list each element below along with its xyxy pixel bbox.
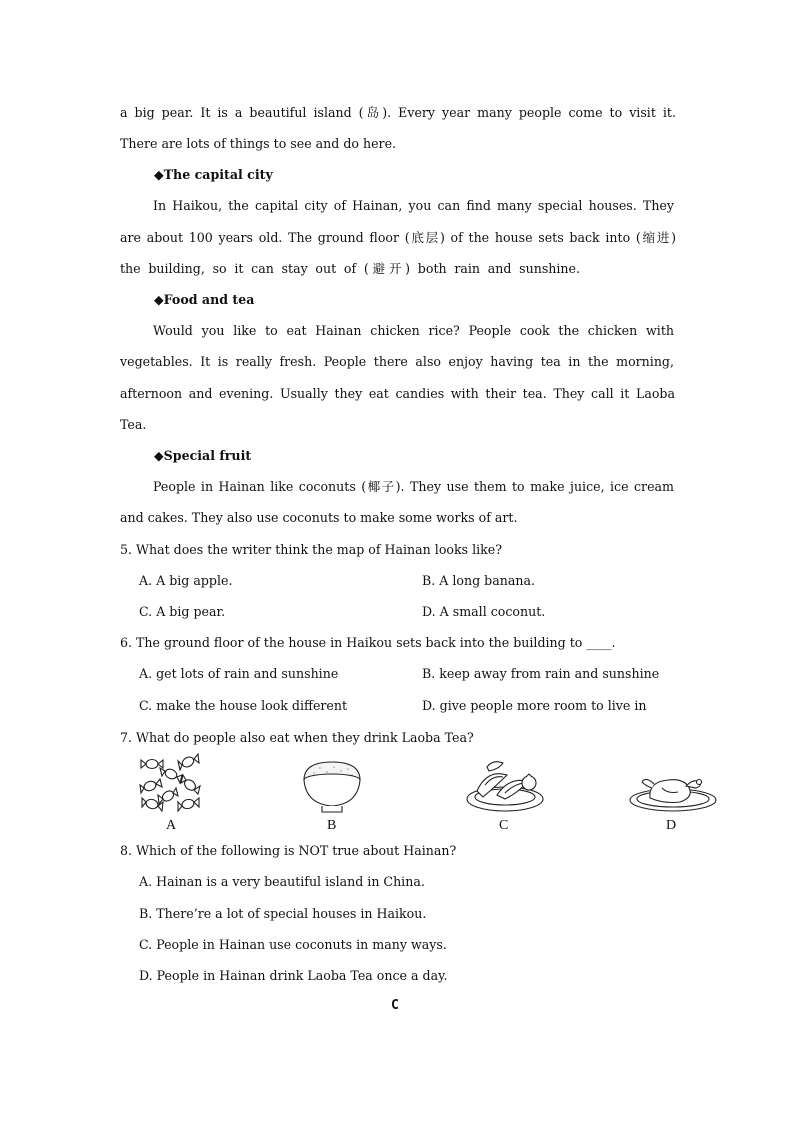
- question-6-option-b: B. keep away from rain and sunshine: [422, 666, 660, 681]
- passage-line: People in Hainan like coconuts (椰子). They use them to make juice, ice cream: [153, 479, 674, 494]
- section-label: C: [391, 998, 399, 1013]
- question-8-option-a: A. Hainan is a very beautiful island in China.: [139, 874, 425, 889]
- vegetable-plate-icon: [463, 755, 547, 815]
- question-8-option-c: C. People in Hainan use coconuts in many ways.: [139, 937, 447, 952]
- question-6-option-a: A. get lots of rain and sunshine: [139, 666, 339, 681]
- section-heading-fruit: ◆Special fruit: [154, 448, 252, 463]
- passage-line: are about 100 years old. The ground floor (底层) of the house sets back into (缩进): [120, 230, 676, 245]
- section-heading-capital: ◆The capital city: [154, 167, 273, 182]
- section-heading-food: ◆Food and tea: [154, 292, 255, 307]
- picture-label-d: D: [666, 818, 677, 833]
- passage-line: afternoon and evening. Usually they eat candies with their tea. They call it Laoba: [120, 386, 675, 401]
- question-8-option-b: B. There’re a lot of special houses in Haikou.: [139, 906, 427, 921]
- question-6-text: 6. The ground floor of the house in Haikou sets back into the building to ____.: [120, 635, 616, 650]
- passage-line: a big pear. It is a beautiful island (岛). Every year many people come to visit it.: [120, 105, 676, 120]
- passage-line: Would you like to eat Hainan chicken rice? People cook the chicken with: [153, 323, 674, 338]
- rice-bowl-icon: [300, 758, 364, 816]
- candies-icon: [138, 752, 206, 814]
- passage-line: Tea.: [120, 417, 147, 432]
- question-5-text: 5. What does the writer think the map of Hainan looks like?: [120, 542, 502, 557]
- question-6-option-c: C. make the house look different: [139, 698, 348, 713]
- picture-label-b: B: [327, 818, 337, 833]
- question-5-option-d: D. A small coconut.: [422, 604, 546, 619]
- question-7-text: 7. What do people also eat when they drink Laoba Tea?: [120, 730, 474, 745]
- question-5-option-c: C. A big pear.: [139, 604, 226, 619]
- roast-chicken-icon: [628, 770, 718, 814]
- passage-line: and cakes. They also use coconuts to make some works of art.: [120, 510, 518, 525]
- picture-label-a: A: [166, 818, 177, 833]
- question-6-option-d: D. give people more room to live in: [422, 698, 647, 713]
- passage-line: In Haikou, the capital city of Hainan, you can find many special houses. They: [153, 198, 674, 213]
- passage-line: vegetables. It is really fresh. People there also enjoy having tea in the morning,: [120, 354, 674, 369]
- picture-label-c: C: [499, 818, 509, 833]
- question-8-text: 8. Which of the following is NOT true about Hainan?: [120, 843, 457, 858]
- question-8-option-d: D. People in Hainan drink Laoba Tea once a day.: [139, 968, 448, 983]
- question-5-option-b: B. A long banana.: [422, 573, 535, 588]
- passage-line: the building, so it can stay out of (避开) both rain and sunshine.: [120, 261, 580, 276]
- passage-line: There are lots of things to see and do here.: [120, 136, 397, 151]
- question-5-option-a: A. A big apple.: [139, 573, 233, 588]
